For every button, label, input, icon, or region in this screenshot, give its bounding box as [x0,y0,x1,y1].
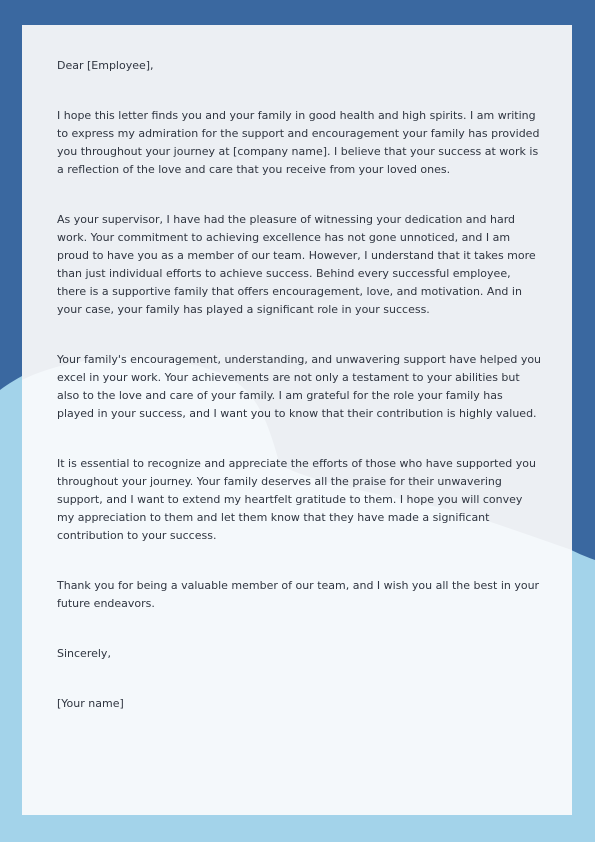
paragraph-family-support: Your family's encouragement, understanding, and unwavering support have helped you excel in your work. Your achievements are not only a testament to your abilities but also to the love and care of your family. I am grateful for the role your family has played in your success, and I want you to know that their contribution is highly valued. [57,353,542,420]
paragraph-supervisor: As your supervisor, I have had the pleasure of witnessing your dedication and hard work. Your commitment to achieving excellence has not gone unnoticed, and I am proud to have you as a member of our team. However, I understand that it takes more than just individual efforts to achieve success. Behind every successful employee, there is a supportive family that offers encouragement, love, and motivation. And in your case, your family has played a significant role in your success. [57,213,536,316]
paragraph-gratitude: It is essential to recognize and appreciate the efforts of those who have supported you throughout your journey. Your family deserves all the praise for their unwavering support, and I want to extend my heartfelt gratitude to them. I hope you will convey my appreciation to them and let them know that they have made a significant contribution to your success. [57,457,536,542]
paragraph-thanks: Thank you for being a valuable member of our team, and I wish you all the best in your future endeavors. [57,579,540,610]
salutation: Dear [Employee], [57,59,154,72]
signature: [Your name] [57,697,124,710]
paragraph-intro: I hope this letter finds you and your family in good health and high spirits. I am writing to express my admiration for the support and encouragement your family has provided you throughout your journey at [company name]. I believe that your success at work is a reflection of the love and care that you receive from your loved ones. [57,109,540,176]
letter-body [57,57,542,745]
closing: Sincerely, [57,647,111,660]
letter-paper [22,25,572,815]
